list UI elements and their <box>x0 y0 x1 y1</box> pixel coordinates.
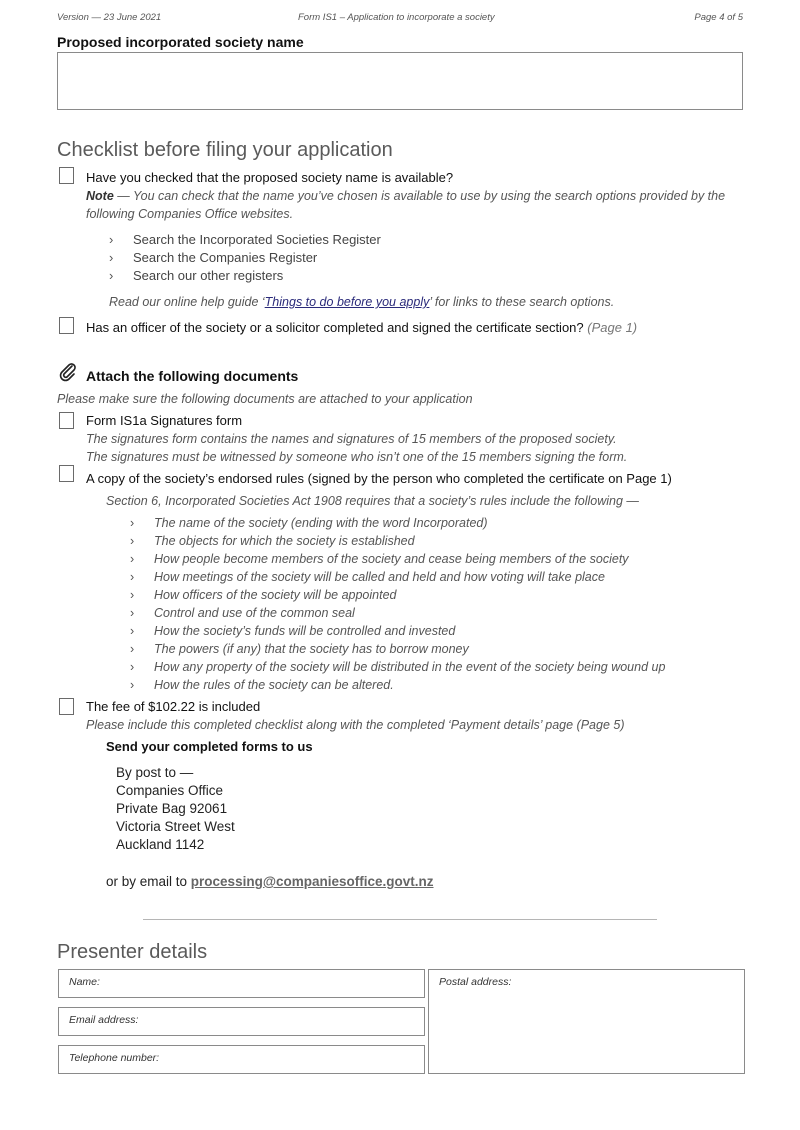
signatures-form-checkbox[interactable] <box>59 412 74 429</box>
chevron-right-icon: › <box>130 570 135 584</box>
chevron-right-icon: › <box>130 660 135 674</box>
search-link-item[interactable]: › Search the Companies Register <box>109 250 318 265</box>
form-title: Form IS1 – Application to incorporate a society <box>298 12 495 23</box>
chevron-right-icon: › <box>130 552 135 566</box>
name-available-label: Have you checked that the proposed society name is available? <box>86 170 454 185</box>
rule-item: › The objects for which the society is established <box>130 534 415 548</box>
society-name-label: Proposed incorporated society name <box>57 34 304 50</box>
name-available-note <box>86 187 746 223</box>
note-prefix: Note <box>86 189 114 203</box>
fee-note: Please include this completed checklist along with the completed ‘Payment details’ page (Page 5) <box>86 718 625 732</box>
certificate-page-ref: (Page 1) <box>587 320 638 335</box>
society-name-input[interactable] <box>57 52 743 110</box>
chevron-right-icon: › <box>109 268 114 283</box>
endorsed-rules-label: A copy of the society’s endorsed rules (signed by the person who completed the certificate on Page 1) <box>86 471 672 486</box>
rule-item: › How the rules of the society can be altered. <box>130 678 394 692</box>
presenter-email-field[interactable]: Email address: <box>58 1007 425 1036</box>
paperclip-icon <box>58 362 78 387</box>
chevron-right-icon: › <box>109 250 114 265</box>
rule-item: › How officers of the society will be appointed <box>130 588 397 602</box>
attach-title: Attach the following documents <box>86 368 299 384</box>
certificate-checkbox[interactable] <box>59 317 74 334</box>
signatures-form-label: Form IS1a Signatures form <box>86 413 243 428</box>
rule-item: › How any property of the society will be distributed in the event of the society being wound up <box>130 660 666 674</box>
presenter-title: Presenter details <box>57 941 208 963</box>
fee-label: The fee of $102.22 is included <box>86 699 261 714</box>
signatures-form-note: The signatures form contains the names and signatures of 15 members of the proposed society. The signatures must be witnessed by someone who isn’t one of the 15 members signing the form. <box>86 432 628 464</box>
note-text: — You can check that the name you’ve chosen is available to use by using the search options provided by the following Companies Office websites. <box>86 189 726 221</box>
chevron-right-icon: › <box>130 588 135 602</box>
presenter-phone-field[interactable]: Telephone number: <box>58 1045 425 1074</box>
chevron-right-icon: › <box>130 534 135 548</box>
rule-item: › How meetings of the society will be called and held and how voting will take place <box>130 570 605 584</box>
chevron-right-icon: › <box>130 606 135 620</box>
send-title: Send your completed forms to us <box>106 739 313 754</box>
postal-address-block: By post to — Companies Office Private Bag 92061 Victoria Street West Auckland 1142 <box>116 765 235 852</box>
presenter-name-field[interactable]: Name: <box>58 969 425 998</box>
rule-item: › How people become members of the society and cease being members of the society <box>130 552 629 566</box>
chevron-right-icon: › <box>130 516 135 530</box>
help-guide-link[interactable]: Things to do before you apply <box>264 295 430 309</box>
presenter-postal-field[interactable]: Postal address: <box>428 969 745 1074</box>
chevron-right-icon: › <box>130 642 135 656</box>
search-link-item[interactable]: › Search our other registers <box>109 268 284 283</box>
rule-item: › The name of the society (ending with the word Incorporated) <box>130 516 488 530</box>
chevron-right-icon: › <box>130 624 135 638</box>
chevron-right-icon: › <box>109 232 114 247</box>
rules-list <box>130 514 665 694</box>
search-link-item[interactable]: › Search the Incorporated Societies Register <box>109 232 381 247</box>
email-link[interactable]: processing@companiesoffice.govt.nz <box>190 874 434 889</box>
email-line: or by email to processing@companiesoffice.govt.nz <box>106 874 434 889</box>
version-label: Version — 23 June 2021 <box>57 12 162 23</box>
rule-item: › How the society’s funds will be controlled and invested <box>130 624 456 638</box>
certificate-label: Has an officer of the society or a solicitor completed and signed the certificate section? (Page 1) <box>86 320 638 335</box>
rules-intro: Section 6, Incorporated Societies Act 1908 requires that a society’s rules include the following — <box>106 494 639 508</box>
name-available-checkbox[interactable] <box>59 167 74 184</box>
rule-item: › Control and use of the common seal <box>130 606 355 620</box>
search-links-list <box>109 231 381 285</box>
rule-item: › The powers (if any) that the society has to borrow money <box>130 642 469 656</box>
page-number: Page 4 of 5 <box>694 12 743 23</box>
chevron-right-icon: › <box>130 678 135 692</box>
endorsed-rules-checkbox[interactable] <box>59 465 74 482</box>
checklist-title: Checklist before filing your application <box>57 139 393 161</box>
fee-checkbox[interactable] <box>59 698 74 715</box>
attach-subtitle: Please make sure the following documents are attached to your application <box>57 392 473 406</box>
help-guide-text: Read our online help guide ‘Things to do before you apply’ for links to these search options. <box>109 295 615 309</box>
divider <box>143 919 657 920</box>
